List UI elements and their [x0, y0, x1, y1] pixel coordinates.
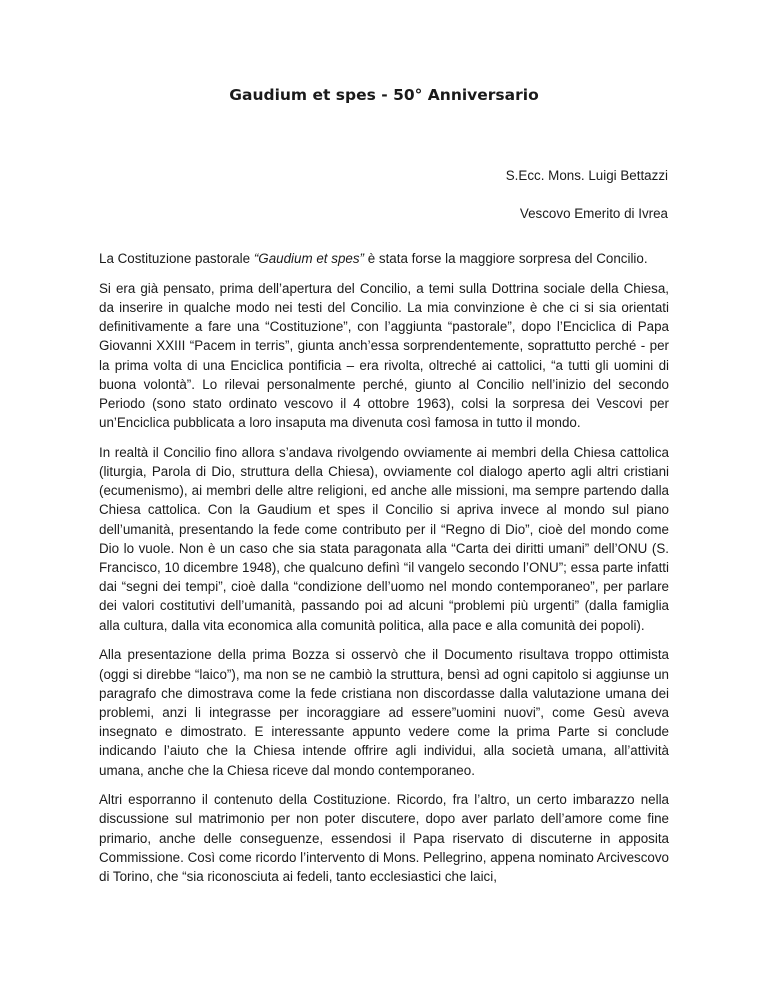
paragraph-5: Altri esporranno il contenuto della Costituzione. Ricordo, fra l’altro, un certo imbarazzo nella discussione sul matrimonio per non poter discutere, dopo aver parlato dell’amore come fine primario, anche delle conseguenze, essendosi il Papa riservato di discuterne in apposita Commissione. Così come ricordo l’intervento di Mons. Pellegrino, appena nominato Arcivescovo di Torino, che “sia riconosciuta ai fedeli, tanto ecclesiastici che laici, [99, 792, 669, 885]
author-name: S.Ecc. Mons. Luigi Bettazzi [505, 168, 668, 183]
paragraph-1-start: La Costituzione pastorale [99, 251, 254, 266]
paragraph-3: In realtà il Concilio fino allora s’andava rivolgendo ovviamente ai membri della Chiesa cattolica (liturgia, Parola di Dio, struttura della Chiesa), ovviamente col dialogo aperto agli altri cristiani (ecumenismo), ai membri delle altre religioni, ed anche alle missioni, ma sempre partendo dalla Chiesa cattolica. Con la Gaudium et spes il Concilio si apriva invece al mondo sul piano dell’umanità, presentando la fede come contributo per il “Regno di Dio”, cioè del mondo come Dio lo vuole. Non è un caso che sia stata paragonata alla “Carta dei diritti umani” dell’ONU (S. Francisco, 10 dicembre 1948), che qualcuno definì “il vangelo secondo l’ONU”; essa parte infatti dai “segni dei tempi”, cioè dalla “condizione dell’uomo nel mondo contemporaneo”, per parlare dei valori costitutivi dell’umanità, passando poi ad alcuni “problemi più urgenti” (dalla famiglia alla cultura, dalla vita economica alla comunità politica, alla pace e alla comunità dei popoli). [99, 444, 669, 633]
paragraph-2: Si era già pensato, prima dell’apertura del Concilio, a temi sulla Dottrina sociale della Chiesa, da inserire in qualche modo nei testi del Concilio. La mia convinzione è che ci si sia orientati definitivamente a fare una “Costituzione”, con l’aggiunta “pastorale”, dopo l’Enciclica di Papa Giovanni XXIII “Pacem in terris”, giunta anch’essa sorprendentemente, soprattutto perché - per la prima volta di una Enciclica pontificia – era rivolta, oltreché ai cattolici, “a tutti gli uomini di buona volontà”. Lo rilevai personalmente perché, giunto al Concilio nell’inizio del secondo Periodo (sono stato ordinato vescovo il 4 ottobre 1963), colsi la sorpresa dei Vescovi per un’Enciclica pubblicata a loro insaputa ma divenuta così famosa in tutto il mondo. [99, 280, 669, 431]
paragraph-1-end: è stata forse la maggiore sorpresa del Concilio. [364, 251, 648, 266]
document-title: Gaudium et spes - 50° Anniversario [229, 86, 539, 104]
author-role: Vescovo Emerito di Ivrea [519, 206, 668, 221]
paragraph-1-italic-title: “Gaudium et spes” [253, 251, 364, 266]
paragraph-4: Alla presentazione della prima Bozza si osservò che il Documento risultava troppo ottimista (oggi si direbbe “laico”), ma non se ne cambiò la struttura, bensì ad ogni capitolo si aggiunse un paragrafo che dimostrava come la fede cristiana non discordasse dalla valutazione umana dei problemi, anzi li integrasse per incoraggiare ad essere”uomini nuovi”, come Gesù aveva insegnato e dimostrato. E interessante appunto vedere come la prima Parte si conclude indicando l’aiuto che la Chiesa intende offrire agli individui, alla società umana, all’attività umana, anche che la Chiesa riceve dal mondo contemporaneo. [99, 647, 669, 778]
document-body [99, 249, 669, 897]
paragraph-1 [99, 249, 669, 268]
